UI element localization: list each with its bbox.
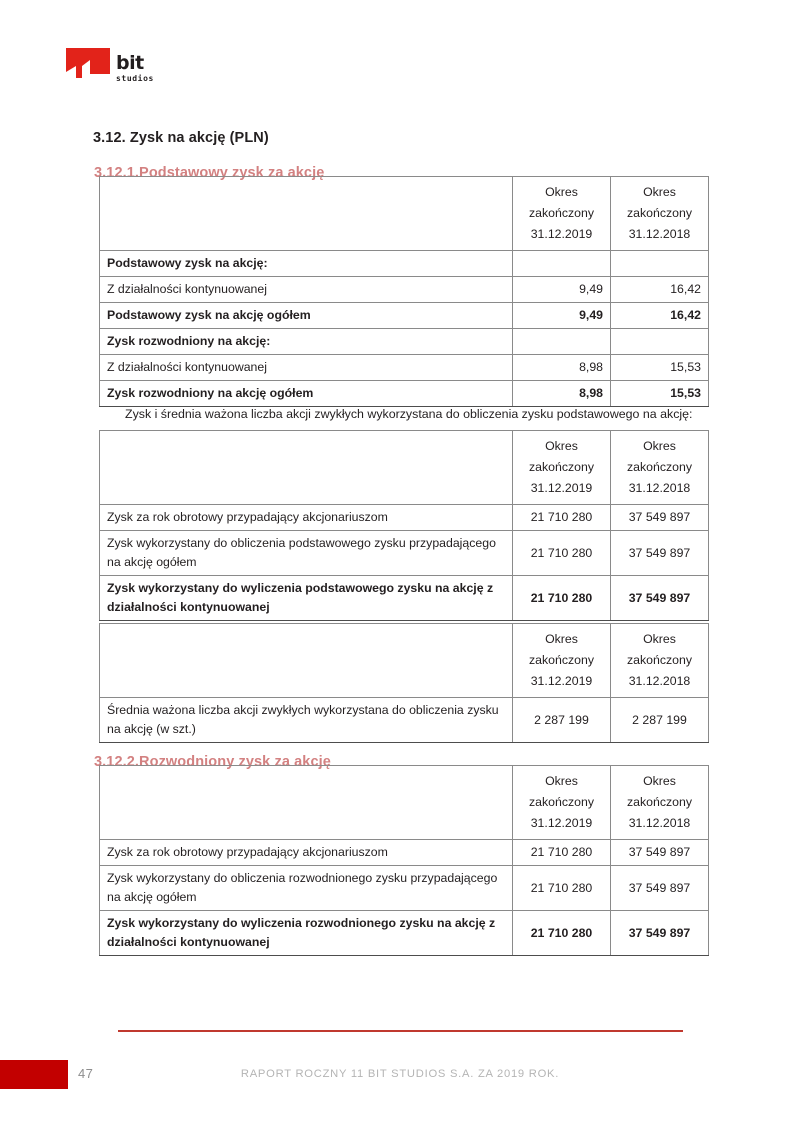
header-line-3: 31.12.2019: [530, 227, 593, 241]
header-cell-2019: [513, 177, 611, 251]
header-line-1: Okres: [643, 439, 676, 453]
table-basic-profit: [99, 430, 709, 621]
cell-value-2018: 15,53: [611, 381, 709, 407]
brand-name-studios: studios: [116, 74, 154, 83]
cell-value-2018: 2 287 199: [611, 698, 709, 743]
table-weighted-average-shares: [99, 623, 709, 743]
table-body: [100, 505, 709, 621]
header-cell-2018: [611, 624, 709, 698]
header-cell-blank: [100, 624, 513, 698]
section-heading: 3.12. Zysk na akcję (PLN): [93, 130, 269, 147]
table-header-row: [100, 177, 709, 251]
table-basic-eps: [99, 176, 709, 407]
table-head-rows: [100, 766, 709, 840]
cell-value-2019: 21 710 280: [513, 840, 611, 866]
header-line-1: Okres: [643, 632, 676, 646]
cell-value-2018: [611, 329, 709, 355]
cell-value-2018: 37 549 897: [611, 911, 709, 956]
cell-value-2019: [513, 329, 611, 355]
row-label: Zysk rozwodniony na akcję:: [100, 329, 513, 355]
header-line-3: 31.12.2018: [628, 227, 691, 241]
header-line-2: zakończony: [529, 653, 594, 667]
header-line-3: 31.12.2018: [628, 674, 691, 688]
table-body: [100, 840, 709, 956]
paragraph-text: Zysk i średnia ważona liczba akcji zwykłych wykorzystana do obliczenia zysku podstawowego na akcję:: [125, 407, 693, 422]
table-row: [100, 277, 709, 303]
table-head-rows: [100, 431, 709, 505]
header-line-3: 31.12.2018: [628, 816, 691, 830]
intro-paragraph: [99, 404, 708, 424]
header-line-2: zakończony: [529, 795, 594, 809]
header-line-1: Okres: [643, 185, 676, 199]
table-row: [100, 505, 709, 531]
table-row: [100, 251, 709, 277]
row-label: Średnia ważona liczba akcji zwykłych wykorzystana do obliczenia zysku na akcję (w szt.): [100, 698, 513, 743]
cell-value-2019: [513, 251, 611, 277]
row-label: Zysk rozwodniony na akcję ogółem: [100, 381, 513, 407]
cell-value-2018: 37 549 897: [611, 576, 709, 621]
cell-value-2019: 21 710 280: [513, 505, 611, 531]
table-header-row: [100, 766, 709, 840]
cell-value-2018: [611, 251, 709, 277]
header-line-2: zakończony: [627, 206, 692, 220]
header-line-1: Okres: [545, 439, 578, 453]
table-header-row: [100, 624, 709, 698]
header-line-1: Okres: [545, 185, 578, 199]
header-line-1: Okres: [545, 774, 578, 788]
row-label: Zysk wykorzystany do obliczenia rozwodnionego zysku przypadającego na akcję ogółem: [100, 866, 513, 911]
cell-value-2019: 21 710 280: [513, 911, 611, 956]
row-label: Zysk wykorzystany do wyliczenia rozwodnionego zysku na akcję z działalności kontynuowanej: [100, 911, 513, 956]
table-row: [100, 355, 709, 381]
cell-value-2018: 15,53: [611, 355, 709, 381]
header-line-2: zakończony: [529, 206, 594, 220]
footer-divider: [118, 1030, 683, 1032]
cell-value-2019: 2 287 199: [513, 698, 611, 743]
header-cell-2018: [611, 766, 709, 840]
header-line-3: 31.12.2019: [530, 674, 593, 688]
cell-value-2018: 37 549 897: [611, 505, 709, 531]
row-label: Zysk wykorzystany do wyliczenia podstawowego zysku na akcję z działalności kontynuowanej: [100, 576, 513, 621]
header-line-2: zakończony: [627, 795, 692, 809]
table-diluted-profit: [99, 765, 709, 956]
row-label: Zysk wykorzystany do obliczenia podstawowego zysku przypadającego na akcję ogółem: [100, 531, 513, 576]
header-cell-2019: [513, 431, 611, 505]
subsection-heading-diluted: 3.12.2.Rozwodniony zysk za akcję: [94, 753, 331, 770]
cell-value-2019: 21 710 280: [513, 576, 611, 621]
table-row: [100, 840, 709, 866]
cell-value-2018: 16,42: [611, 303, 709, 329]
page-number: 47: [78, 1066, 94, 1081]
header-cell-2019: [513, 766, 611, 840]
table-row: [100, 866, 709, 911]
header-line-1: Okres: [643, 774, 676, 788]
header-line-1: Okres: [545, 632, 578, 646]
table-row: [100, 576, 709, 621]
brand-logo: [66, 48, 176, 94]
cell-value-2019: 9,49: [513, 277, 611, 303]
table-head-rows: [100, 177, 709, 251]
cell-value-2019: 8,98: [513, 381, 611, 407]
header-cell-blank: [100, 766, 513, 840]
row-label: Podstawowy zysk na akcję:: [100, 251, 513, 277]
table-row: [100, 303, 709, 329]
row-label: Z działalności kontynuowanej: [100, 277, 513, 303]
header-line-2: zakończony: [529, 460, 594, 474]
cell-value-2018: 37 549 897: [611, 866, 709, 911]
subsection-heading-basic: 3.12.1.Podstawowy zysk za akcję: [94, 164, 325, 181]
row-label: Zysk za rok obrotowy przypadający akcjonariuszom: [100, 840, 513, 866]
brand-name-bit: bit: [116, 52, 144, 74]
header-line-3: 31.12.2018: [628, 481, 691, 495]
cell-value-2019: 8,98: [513, 355, 611, 381]
header-line-3: 31.12.2019: [530, 816, 593, 830]
cell-value-2018: 37 549 897: [611, 840, 709, 866]
header-cell-2019: [513, 624, 611, 698]
header-line-2: zakończony: [627, 653, 692, 667]
table-row: [100, 911, 709, 956]
table-header-row: [100, 431, 709, 505]
row-label: Zysk za rok obrotowy przypadający akcjonariuszom: [100, 505, 513, 531]
brand-wordmark: [116, 54, 172, 83]
cell-value-2019: 21 710 280: [513, 531, 611, 576]
eleven-bit-mark-icon: [66, 48, 110, 90]
header-cell-blank: [100, 177, 513, 251]
cell-value-2018: 16,42: [611, 277, 709, 303]
header-line-3: 31.12.2019: [530, 481, 593, 495]
footer-report-title: RAPORT ROCZNY 11 BIT STUDIOS S.A. ZA 2019 ROK.: [240, 1068, 560, 1080]
table-row: [100, 381, 709, 407]
table-row: [100, 531, 709, 576]
cell-value-2018: 37 549 897: [611, 531, 709, 576]
cell-value-2019: 9,49: [513, 303, 611, 329]
header-line-2: zakończony: [627, 460, 692, 474]
cell-value-2019: 21 710 280: [513, 866, 611, 911]
table-body: [100, 698, 709, 743]
row-label: Podstawowy zysk na akcję ogółem: [100, 303, 513, 329]
header-cell-2018: [611, 177, 709, 251]
table-row: [100, 329, 709, 355]
header-cell-2018: [611, 431, 709, 505]
row-label: Z działalności kontynuowanej: [100, 355, 513, 381]
table-body: [100, 251, 709, 407]
table-head-rows: [100, 624, 709, 698]
table-row: [100, 698, 709, 743]
header-cell-blank: [100, 431, 513, 505]
